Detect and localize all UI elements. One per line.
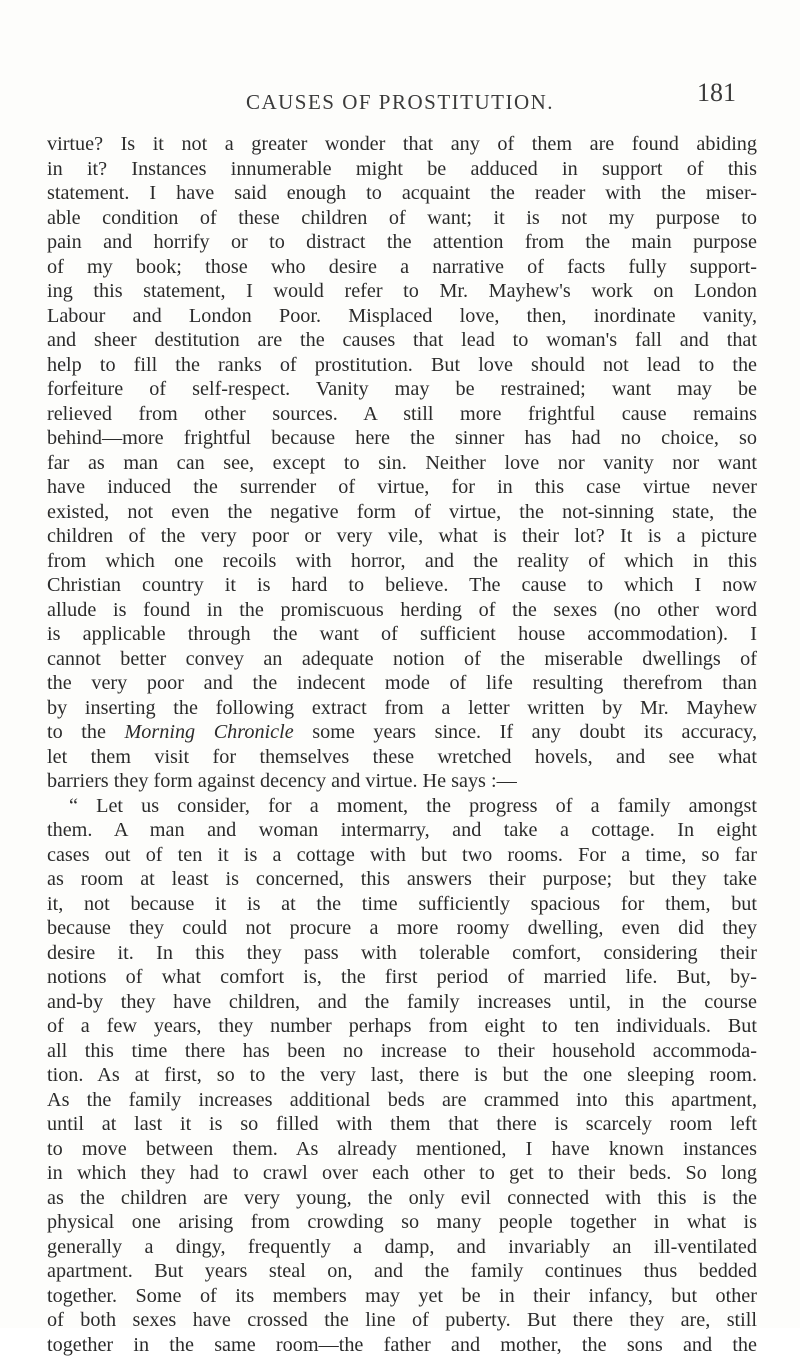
text-line: Christian country it is hard to believe. The cause to which I now bbox=[47, 573, 757, 598]
quote-line: apartment. But years steal on, and the family continues thus bedded bbox=[47, 1259, 757, 1284]
quote-line: and-by they have children, and the family increases until, in the course bbox=[47, 990, 757, 1015]
quote-line: physical one arising from crowding so many people together in what is bbox=[47, 1210, 757, 1235]
quote-line: cases out of ten it is a cottage with but two rooms. For a time, so far bbox=[47, 843, 757, 868]
quote-line: notions of what comfort is, the first period of married life. But, by- bbox=[47, 965, 757, 990]
text-line: existed, not even the negative form of virtue, the not-sinning state, the bbox=[47, 500, 757, 525]
text-line: the very poor and the indecent mode of life resulting therefrom than bbox=[47, 671, 757, 696]
quote-line: to move between them. As already mentioned, I have known instances bbox=[47, 1137, 757, 1162]
text-line-with-italic-title bbox=[47, 720, 757, 745]
text-line: of my book; those who desire a narrative of facts fully support- bbox=[47, 255, 757, 280]
quote-line: in which they had to crawl over each other to get to their beds. So long bbox=[47, 1161, 757, 1186]
text-line: cannot better convey an adequate notion of the miserable dwellings of bbox=[47, 647, 757, 672]
text-line: relieved from other sources. A still more frightful cause remains bbox=[47, 402, 757, 427]
running-head bbox=[60, 78, 740, 118]
quote-line: it, not because it is at the time sufficiently spacious for them, but bbox=[47, 892, 757, 917]
text-line: barriers they form against decency and virtue. He says :— bbox=[47, 769, 757, 794]
text-line: and sheer destitution are the causes that lead to woman's fall and that bbox=[47, 328, 757, 353]
quote-line: together. Some of its members may yet be in their infancy, but other bbox=[47, 1284, 757, 1309]
text-line: have induced the surrender of virtue, for in this case virtue never bbox=[47, 475, 757, 500]
text-line: help to fill the ranks of prostitution. But love should not lead to the bbox=[47, 353, 757, 378]
text-line: let them visit for themselves these wretched hovels, and see what bbox=[47, 745, 757, 770]
page-number: 181 bbox=[697, 78, 736, 108]
text-line: is applicable through the want of sufficient house accommodation). I bbox=[47, 622, 757, 647]
text-fragment: to the bbox=[47, 721, 124, 743]
quote-line: “ Let us consider, for a moment, the progress of a family amongst bbox=[47, 794, 757, 819]
text-line: far as man can see, except to sin. Neither love nor vanity nor want bbox=[47, 451, 757, 476]
text-line: behind—more frightful because here the sinner has had no choice, so bbox=[47, 426, 757, 451]
text-line: pain and horrify or to distract the attention from the main purpose bbox=[47, 230, 757, 255]
quote-line: As the family increases additional beds are crammed into this apartment, bbox=[47, 1088, 757, 1113]
body-text bbox=[47, 132, 757, 1357]
text-line: in it? Instances innumerable might be adduced in support of this bbox=[47, 157, 757, 182]
text-line: from which one recoils with horror, and the reality of which in this bbox=[47, 549, 757, 574]
text-line: able condition of these children of want; it is not my purpose to bbox=[47, 206, 757, 231]
text-line: ing this statement, I would refer to Mr. Mayhew's work on London bbox=[47, 279, 757, 304]
quote-line: tion. As at first, so to the very last, there is but the one sleeping room. bbox=[47, 1063, 757, 1088]
running-title: CAUSES OF PROSTITUTION. bbox=[60, 90, 740, 115]
newspaper-title: Morning Chronicle bbox=[124, 721, 293, 743]
quote-line: of a few years, they number perhaps from eight to ten individuals. But bbox=[47, 1014, 757, 1039]
text-line: virtue? Is it not a greater wonder that any of them are found abiding bbox=[47, 132, 757, 157]
quote-line: because they could not procure a more roomy dwelling, even did they bbox=[47, 916, 757, 941]
quote-line: as room at least is concerned, this answers their purpose; but they take bbox=[47, 867, 757, 892]
text-line: by inserting the following extract from a letter written by Mr. Mayhew bbox=[47, 696, 757, 721]
text-line: allude is found in the promiscuous herding of the sexes (no other word bbox=[47, 598, 757, 623]
quote-line: them. A man and woman intermarry, and take a cottage. In eight bbox=[47, 818, 757, 843]
quote-line: together in the same room—the father and mother, the sons and the bbox=[47, 1333, 757, 1357]
quote-line: until at last it is so filled with them that there is scarcely room left bbox=[47, 1112, 757, 1137]
quote-line: all this time there has been no increase to their household accommoda- bbox=[47, 1039, 757, 1064]
text-line: Labour and London Poor. Misplaced love, then, inordinate vanity, bbox=[47, 304, 757, 329]
quote-line: desire it. In this they pass with tolerable comfort, considering their bbox=[47, 941, 757, 966]
text-line: children of the very poor or very vile, what is their lot? It is a picture bbox=[47, 524, 757, 549]
quote-line: as the children are very young, the only evil connected with this is the bbox=[47, 1186, 757, 1211]
quote-line: of both sexes have crossed the line of puberty. But there they are, still bbox=[47, 1308, 757, 1333]
text-line: statement. I have said enough to acquaint the reader with the miser- bbox=[47, 181, 757, 206]
quote-line: generally a dingy, frequently a damp, and invariably an ill-ventilated bbox=[47, 1235, 757, 1260]
text-fragment: some years since. If any doubt its accuracy, bbox=[294, 721, 757, 743]
text-line: forfeiture of self-respect. Vanity may be restrained; want may be bbox=[47, 377, 757, 402]
